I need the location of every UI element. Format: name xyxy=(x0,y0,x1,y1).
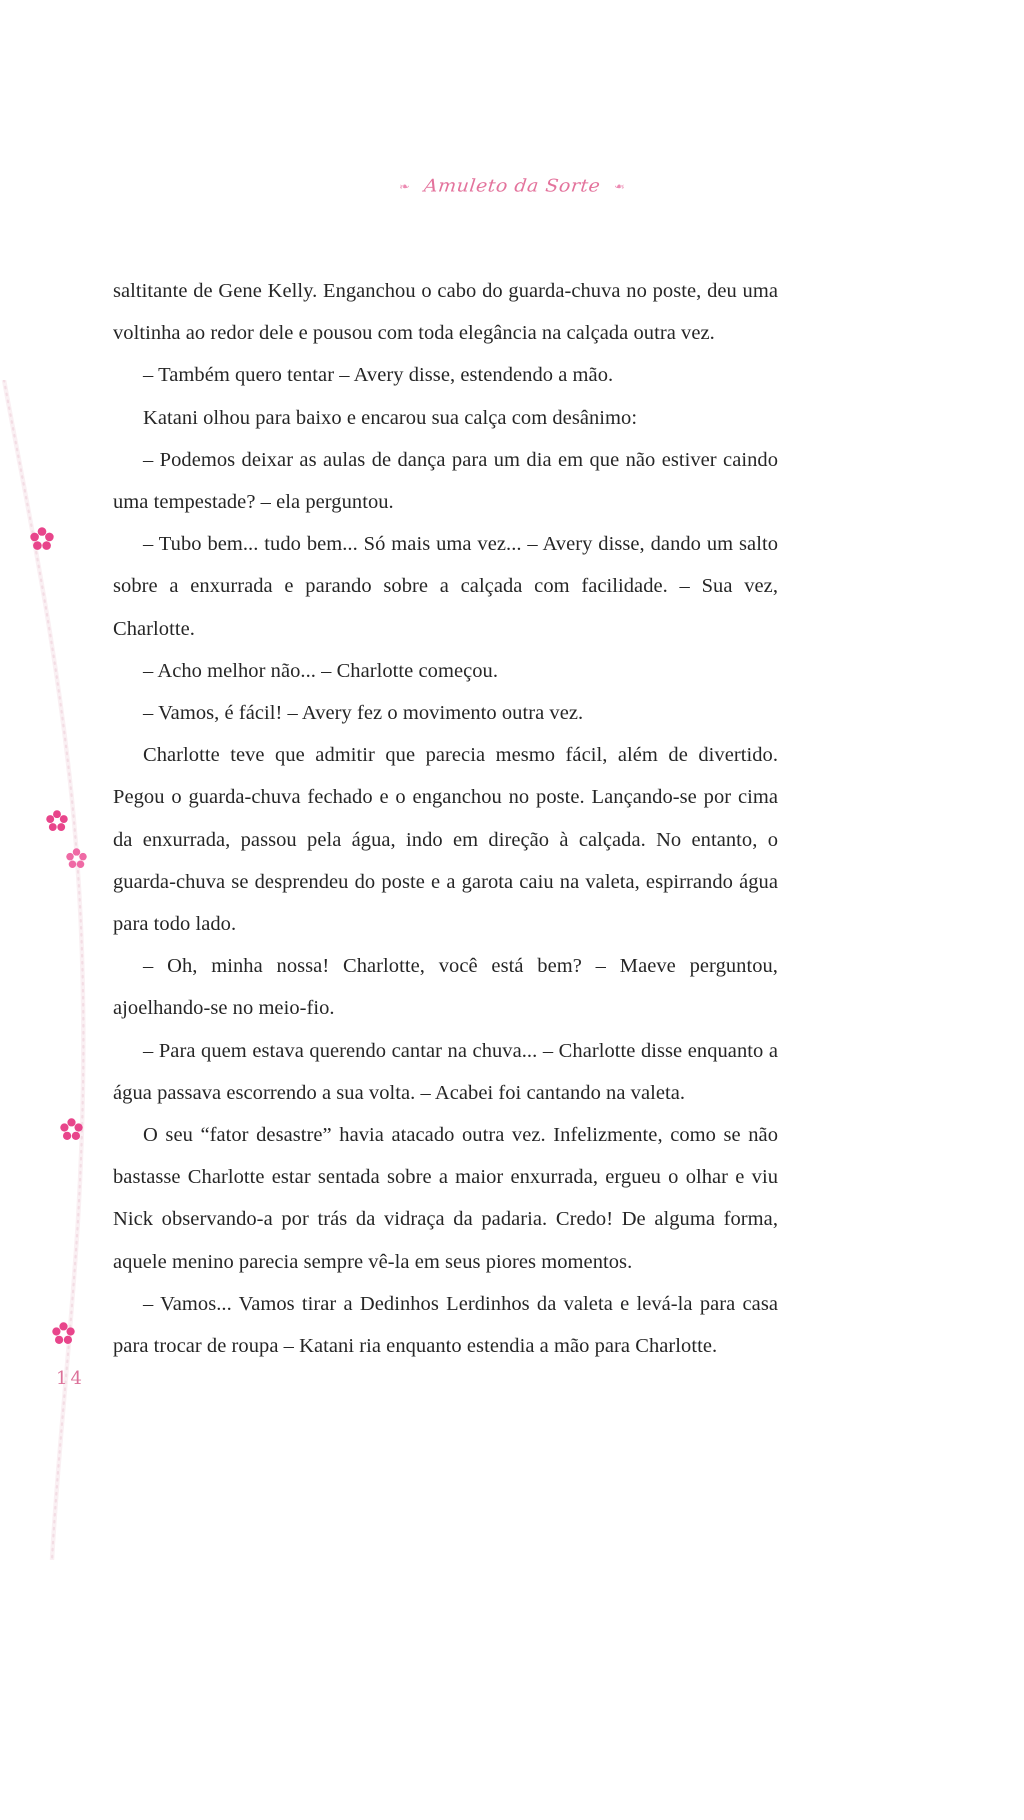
paragraph-1: saltitante de Gene Kelly. Enganchou o cabo do guarda-chuva no poste, deu uma voltinha ao redor dele e pousou com toda elegância na calçada outra vez. xyxy=(113,280,778,345)
paragraph-11: O seu “fator desastre” havia atacado outra vez. Infelizmente, como se não bastasse Charlotte estar sentada sobre a maior enxurrada, ergueu o olhar e viu Nick observando-a por trás da vidraça da padaria. Credo! De alguma forma, aquele menino parecia sempre vê-la em seus piores momentos. xyxy=(113,1124,778,1273)
paragraph-10: – Para quem estava querendo cantar na chuva... – Charlotte disse enquanto a água passava escorrendo a sua volta. – Acabei foi cantando na valeta. xyxy=(113,1039,778,1104)
running-head-title: Amuleto da Sorte xyxy=(422,175,602,197)
body-text-column xyxy=(113,270,778,1367)
paragraph-8: Charlotte teve que admitir que parecia mesmo fácil, além de divertido. Pegou o guarda-chuva fechado e o enganchou no poste. Lançando-se por cima da enxurrada, passou pela água, indo em direção à calçada. No entanto, o guarda-chuva se desprendeu do poste e a garota caiu na valeta, espirrando água para todo lado. xyxy=(113,744,778,936)
flower-icon-5 xyxy=(52,1322,75,1345)
paragraph-7: – Vamos, é fácil! – Avery fez o movimento outra vez. xyxy=(143,702,584,725)
page-number: 14 xyxy=(56,1368,85,1389)
flower-icon-1 xyxy=(30,527,54,551)
flourish-left-icon: ❧ xyxy=(397,179,411,193)
paragraph-5: – Tubo bem... tudo bem... Só mais uma vez... – Avery disse, dando um salto sobre a enxurrada e parando sobre a calçada com facilidade. – Sua vez, Charlotte. xyxy=(113,533,778,640)
paragraph-6: – Acho melhor não... – Charlotte começou. xyxy=(143,659,499,682)
flower-icon-2 xyxy=(46,810,68,832)
running-head xyxy=(0,175,1024,197)
paragraph-3: Katani olhou para baixo e encarou sua calça com desânimo: xyxy=(143,406,638,429)
flourish-right-icon: ❧ xyxy=(613,179,627,193)
flower-icon-3 xyxy=(66,848,87,869)
paragraph-9: – Oh, minha nossa! Charlotte, você está bem? – Maeve perguntou, ajoelhando-se no meio-fio. xyxy=(113,955,778,1020)
paragraph-12: – Vamos... Vamos tirar a Dedinhos Lerdinhos da valeta e levá-la para casa para trocar de roupa – Katani ria enquanto estendia a mão para Charlotte. xyxy=(113,1292,778,1358)
paragraph-2: – Também quero tentar – Avery disse, estendendo a mão. xyxy=(143,364,614,387)
paragraph-4: – Podemos deixar as aulas de dança para um dia em que não estiver caindo uma tempestade? – ela perguntou. xyxy=(113,448,778,514)
flower-icon-4 xyxy=(60,1118,83,1141)
